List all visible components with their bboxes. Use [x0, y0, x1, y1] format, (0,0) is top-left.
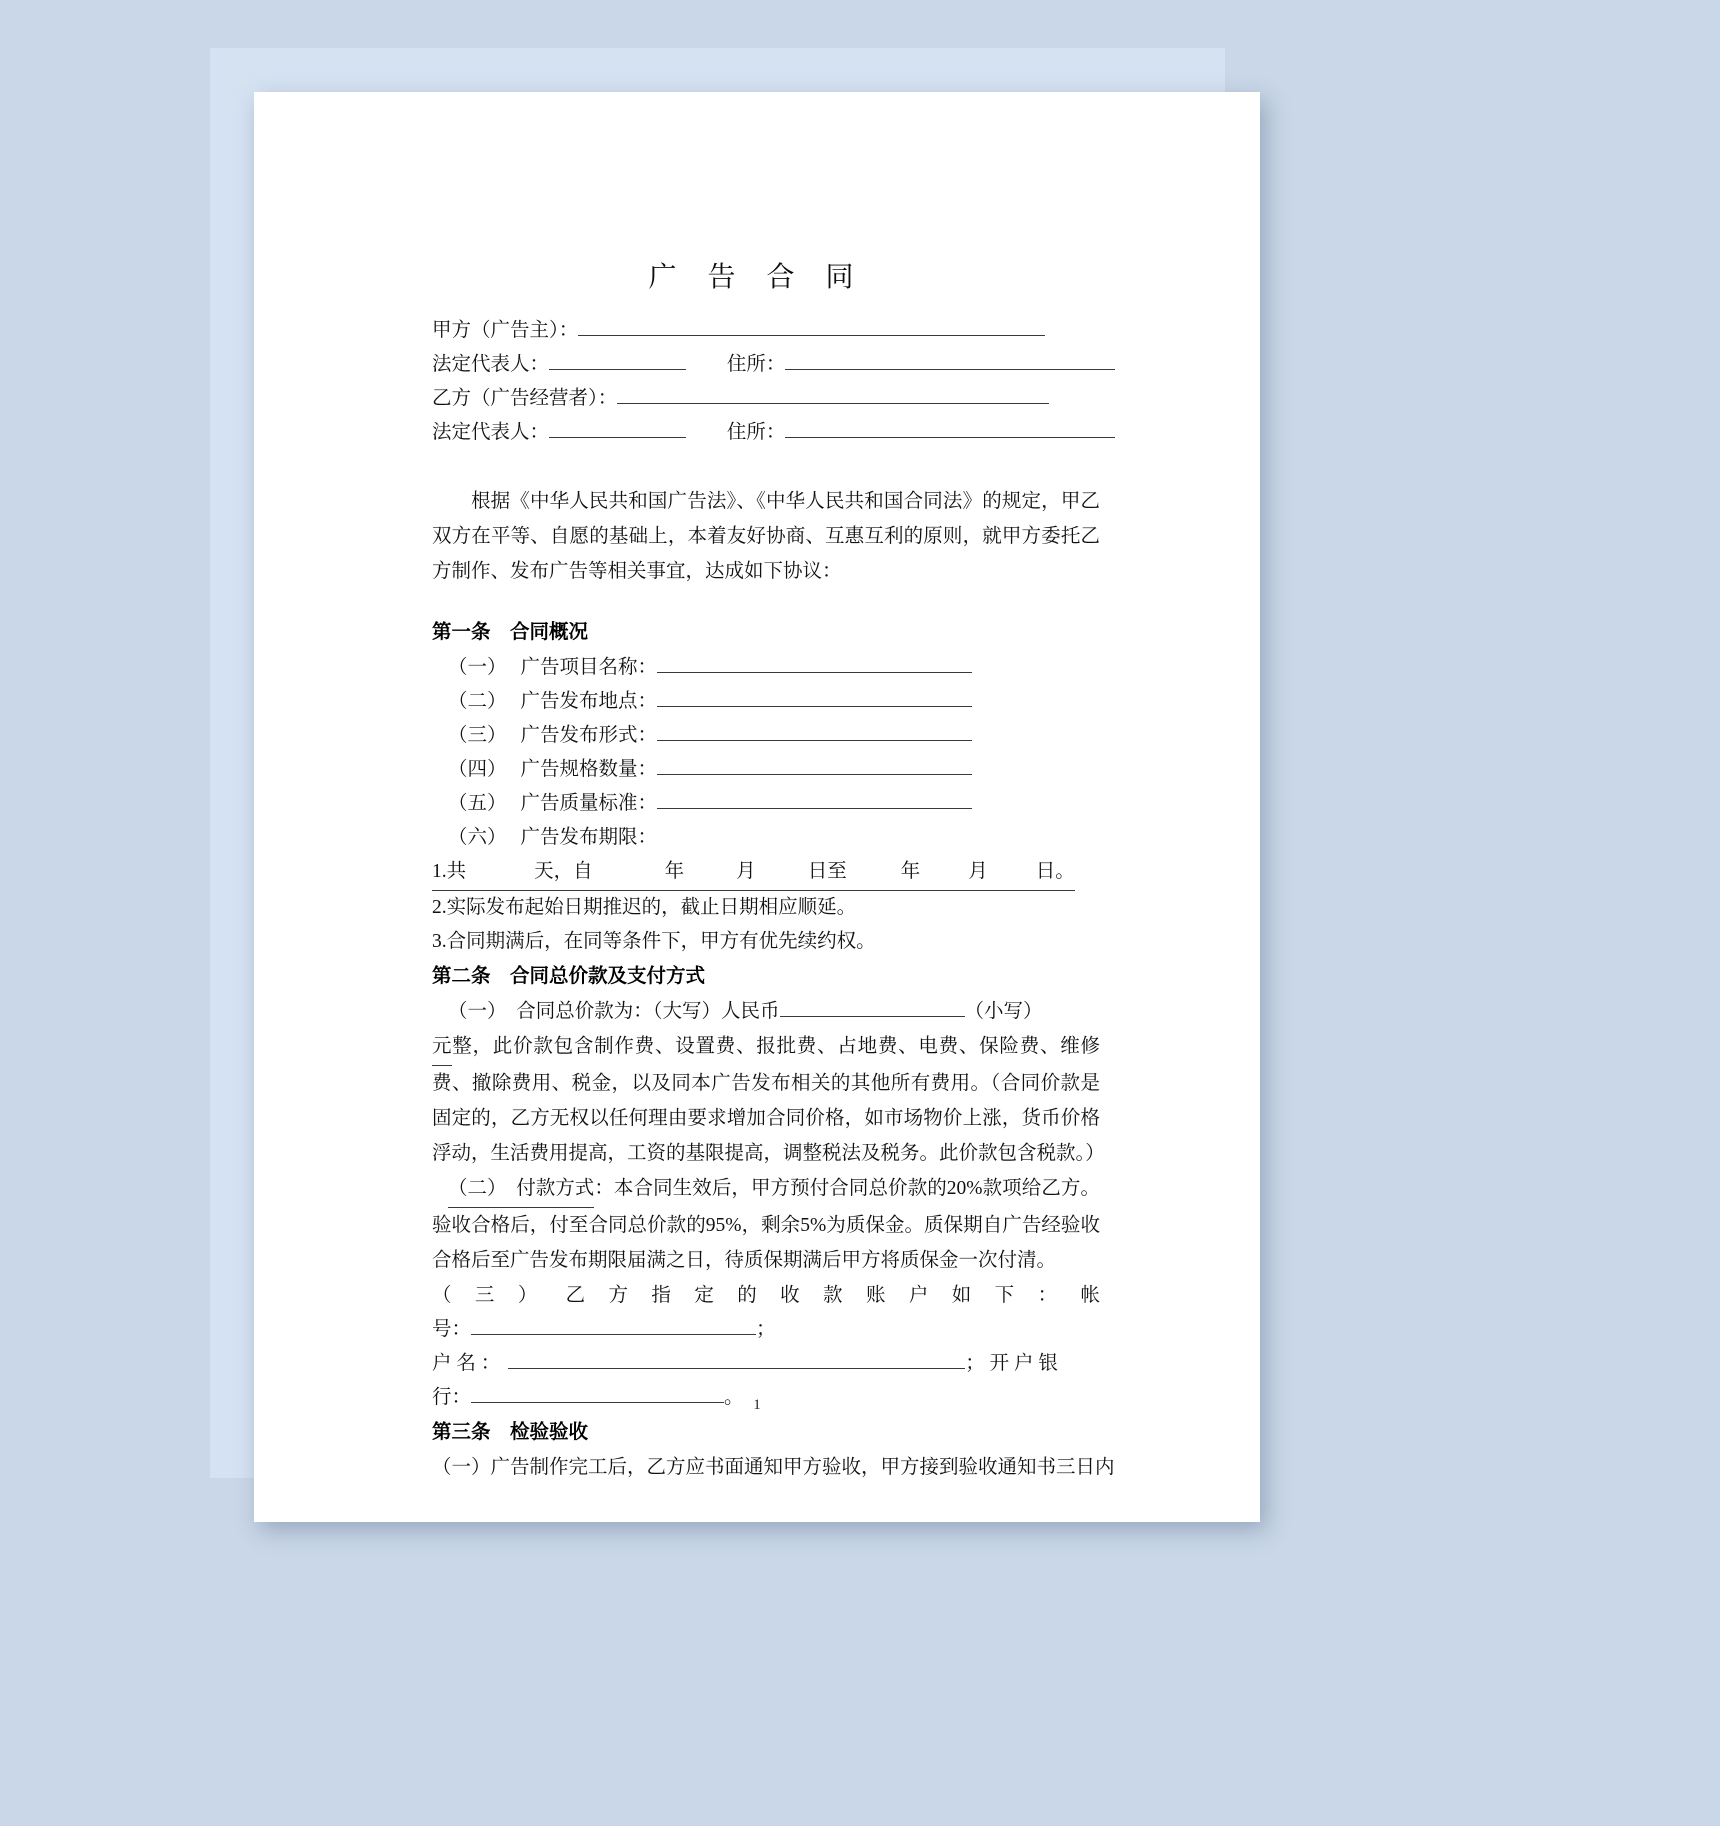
- account-name-label: 户 名 ：: [432, 1353, 501, 1374]
- duration-month-1: 月: [736, 861, 756, 882]
- party-a-input[interactable]: [578, 315, 1045, 336]
- bank-end: 。: [724, 1387, 744, 1408]
- item-number: （五）: [448, 793, 507, 814]
- item-label: 广告规格数量：: [520, 759, 658, 780]
- duration-month-2: 月: [968, 861, 988, 882]
- preamble-paragraph: 根据《中华人民共和国广告法》、《中华人民共和国合同法》的规定，甲乙双方在平等、自愿的基础上，本着友好协商、互惠互利的原则，就甲方委托乙方制作、发布广告等相关事宜，达成如下协议：: [432, 491, 1100, 582]
- account-number-input[interactable]: [471, 1314, 756, 1335]
- party-b-label: 乙方（广告经营者）：: [432, 388, 618, 409]
- duration-day-unit: 天，自: [534, 861, 593, 882]
- page-number: 1: [753, 1397, 761, 1413]
- duration-year-2: 年: [900, 861, 921, 882]
- yuan-word: 元: [432, 1029, 452, 1066]
- article-1-item-2-input[interactable]: [657, 686, 972, 707]
- article-1-item-3-input[interactable]: [657, 720, 972, 741]
- article-2-clause-1-prefix: （一） 合同总价款为：（大写）人民币: [448, 1001, 780, 1022]
- party-a-row: [432, 314, 1100, 348]
- article-1-item-3: [432, 719, 1100, 753]
- account-number-label: 号：: [432, 1319, 472, 1340]
- item-number: （六）: [448, 827, 507, 848]
- article-3-heading: 第三条 检验验收: [432, 1422, 589, 1443]
- article-1-sub-3: 3.合同期满后，在同等条件下，甲方有优先续约权。: [432, 931, 876, 952]
- document-body: [432, 314, 1115, 1485]
- item-number: （四）: [448, 759, 507, 780]
- article-2-clause-2: [432, 1171, 1100, 1278]
- item-label: 广告项目名称：: [520, 657, 658, 678]
- article-2-heading: 第二条 合同总价款及支付方式: [432, 966, 706, 987]
- duration-prefix: 1.共: [432, 861, 467, 882]
- article-1-item-2: [432, 685, 1100, 719]
- party-b-rep-row: [432, 416, 1100, 450]
- article-3-clause-1: （一）广告制作完工后，乙方应书面通知甲方验收，甲方接到验收通知书三日内: [432, 1457, 1115, 1478]
- bank-label: 行：: [432, 1387, 472, 1408]
- item-label: 广告发布地点：: [520, 691, 658, 712]
- article-1-item-5-input[interactable]: [657, 788, 972, 809]
- item-label: 广告发布形式：: [520, 725, 658, 746]
- duration-year-1: 年: [664, 861, 685, 882]
- article-2-clause-1-text: 整，此价款包含制作费、设置费、报批费、占地费、电费、保险费、维修费、撤除费用、税金，以及同本广告发布相关的其他所有费用。（合同价款是固定的，乙方无权以任何理由要求增加合同价格，如市场物价上涨，货币价格浮动，生活费用提高，工资的基限提高，调整税法及税务。此价款包含税款。）: [432, 1036, 1105, 1164]
- article-2-clause-1-body: [432, 1029, 1105, 1171]
- article-2-clause-2-text: ：本合同生效后，甲方预付合同总价款的20%款项给乙方。验收合格后，付至合同总价款的95%，剩余5%为质保金。质保期自广告经验收合格后至广告发布期限届满之日，待质保期满后甲方将质保金一次付清。: [432, 1178, 1100, 1271]
- article-1-item-5: [432, 787, 1100, 821]
- article-1-item-4-input[interactable]: [657, 754, 972, 775]
- article-2-account-name-row: [432, 1347, 1100, 1381]
- item-number: （一）: [448, 657, 507, 678]
- payment-method-label: （二） 付款方式: [448, 1171, 594, 1208]
- document-page: [254, 92, 1260, 1522]
- item-number: （二）: [448, 691, 507, 712]
- article-1-item-1-input[interactable]: [657, 652, 972, 673]
- party-a-addr-label: 住所：: [726, 354, 786, 375]
- article-1-duration-line[interactable]: [432, 855, 1100, 891]
- article-2-clause-1-suffix: （小写）: [964, 1001, 1043, 1022]
- total-price-uppercase-input[interactable]: [780, 996, 965, 1017]
- article-1-item-4: [432, 753, 1100, 787]
- account-name-sep: ； 开 户 银: [965, 1353, 1058, 1374]
- article-1-item-1: [432, 651, 1100, 685]
- duration-fields[interactable]: [432, 855, 1075, 891]
- party-a-rep-input[interactable]: [549, 349, 686, 370]
- account-name-input[interactable]: [508, 1348, 965, 1369]
- party-b-addr-input[interactable]: [785, 417, 1115, 438]
- article-2-clause-1-first-line: [432, 995, 1100, 1029]
- party-b-rep-label: 法定代表人：: [432, 422, 550, 443]
- party-b-addr-label: 住所：: [726, 422, 786, 443]
- item-number: （三）: [448, 725, 507, 746]
- party-b-row: [432, 382, 1100, 416]
- item-label: 广告质量标准：: [520, 793, 658, 814]
- duration-day-2: 日。: [1035, 861, 1075, 882]
- party-a-rep-row: [432, 348, 1100, 382]
- party-a-addr-input[interactable]: [785, 349, 1115, 370]
- article-2-account-number-row: [432, 1313, 1100, 1347]
- article-1-heading: 第一条 合同概况: [432, 622, 589, 643]
- item-label: 广告发布期限：: [520, 827, 658, 848]
- article-2-clause-3-lead: （ 三 ） 乙 方 指 定 的 收 款 账 户 如 下 ： 帐: [432, 1285, 1100, 1306]
- duration-day-1: 日至: [807, 861, 847, 882]
- article-1-sub-2: 2.实际发布起始日期推迟的，截止日期相应顺延。: [432, 897, 857, 918]
- page-title: 广 告 合 同: [648, 262, 866, 293]
- party-b-input[interactable]: [617, 383, 1049, 404]
- party-a-rep-label: 法定代表人：: [432, 354, 550, 375]
- party-b-rep-input[interactable]: [549, 417, 686, 438]
- party-a-label: 甲方（广告主）：: [432, 320, 579, 341]
- article-1-item-6: [432, 821, 1100, 855]
- account-number-sep: ；: [756, 1319, 776, 1340]
